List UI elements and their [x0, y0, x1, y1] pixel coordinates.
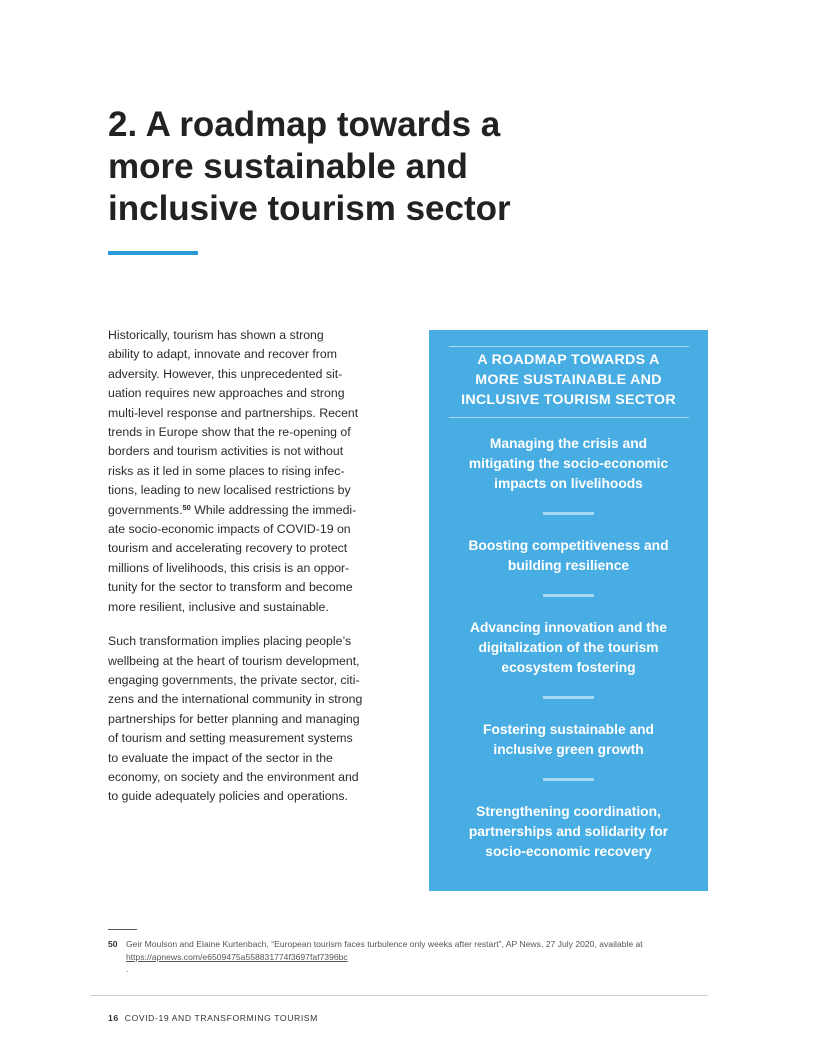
text-line: Such transformation implies placing people’s	[108, 634, 352, 649]
pillar-line: impacts on livelihoods	[494, 476, 643, 491]
text-line: borders and tourism activities is not without	[108, 444, 344, 459]
text-line: of tourism and setting measurement systems	[108, 731, 353, 746]
text-line: economy, on society and the environment and	[108, 769, 359, 784]
box-top-rule	[449, 346, 689, 347]
text-line: tourism and accelerating recovery to protect	[108, 541, 348, 556]
text-line: wellbeing at the heart of tourism development,	[108, 653, 360, 668]
box-heading-line: INCLUSIVE TOURISM SECTOR	[461, 392, 676, 408]
footnote-link[interactable]: https://apnews.com/e6509475a558831774f3697faf7396bc	[126, 951, 348, 962]
text-line: millions of livelihoods, this crisis is an oppor-	[108, 560, 350, 575]
box-heading-rule	[449, 417, 689, 418]
body-paragraph-1	[108, 326, 383, 617]
roadmap-pillar-4	[429, 720, 708, 760]
section-title	[108, 104, 578, 230]
text-line: ability to adapt, innovate and recover from	[108, 347, 337, 362]
text-line: Historically, tourism has shown a strong	[108, 328, 324, 342]
running-title: COVID-19 AND TRANSFORMING TOURISM	[124, 1013, 318, 1023]
roadmap-pillar-5	[429, 802, 708, 862]
pillar-line: digitalization of the tourism	[478, 640, 659, 655]
text-line: ate socio-economic impacts of COVID-19 on	[108, 522, 351, 537]
text-line: zens and the international community in strong	[108, 692, 363, 707]
pillar-divider	[543, 696, 594, 699]
pillar-line: Managing the crisis and	[489, 436, 648, 451]
section-title-line: more sustainable and	[108, 147, 468, 186]
page-footer	[108, 1012, 318, 1024]
pillar-line: Boosting competitiveness and	[468, 538, 669, 553]
footnote-number: 50	[108, 939, 118, 949]
text-line: multi-level response and partnerships. Recent	[108, 405, 359, 420]
text-line	[108, 501, 383, 520]
roadmap-pillar-3	[429, 618, 708, 678]
pillar-divider	[543, 512, 594, 515]
box-heading-line: A ROADMAP TOWARDS A	[477, 352, 660, 368]
pillar-divider	[543, 594, 594, 597]
pillar-line: inclusive green growth	[493, 742, 644, 757]
box-heading-line: MORE SUSTAINABLE AND	[475, 372, 662, 388]
footnote-reference[interactable]: 50	[182, 502, 191, 512]
pillar-line: Strengthening coordination,	[476, 804, 661, 819]
roadmap-box-heading	[429, 350, 708, 410]
section-title-line: inclusive tourism sector	[108, 189, 511, 228]
footnote-rule	[108, 929, 137, 930]
pillar-line: building resilience	[507, 558, 630, 573]
text-line: risks as it led in some places to rising infec-	[108, 463, 345, 478]
pillar-divider	[543, 778, 594, 781]
footnote-line: Geir Moulson and Elaine Kurtenbach, “European tourism faces turbulence only weeks after restart”, AP News, 27 July 2020, available at	[126, 939, 643, 949]
footnote-link-suffix: .	[126, 964, 129, 974]
pillar-line: ecosystem fostering	[501, 660, 636, 675]
text-line: more resilient, inclusive and sustainable.	[108, 599, 329, 614]
roadmap-pillar-2	[429, 536, 708, 576]
text-line: uation requires new approaches and strong	[108, 386, 345, 401]
text-line: trends in Europe show that the re-opening of	[108, 425, 351, 440]
roadmap-pillar-1	[429, 434, 708, 494]
text-line: to evaluate the impact of the sector in the	[108, 750, 333, 765]
roadmap-box	[429, 330, 708, 891]
pillar-line: Advancing innovation and the	[470, 620, 667, 635]
pillar-line: partnerships and solidarity for	[468, 824, 669, 839]
pillar-line: socio-economic recovery	[485, 844, 652, 859]
text-line: adversity. However, this unprecedented sit-	[108, 366, 343, 381]
footnote	[108, 938, 718, 976]
title-accent-rule	[108, 251, 198, 255]
pillar-line: Fostering sustainable and	[483, 722, 654, 737]
body-text-column	[108, 326, 383, 822]
footnote-line	[126, 951, 718, 976]
text-line: tunity for the sector to transform and become	[108, 580, 353, 595]
text-fragment: While addressing the immedi-	[190, 502, 357, 517]
page-footer-rule	[90, 995, 708, 996]
text-line: tions, leading to new localised restrictions by	[108, 483, 351, 498]
page-number: 16	[108, 1013, 119, 1023]
text-fragment: governments.	[108, 502, 183, 517]
footnote-text	[126, 938, 718, 976]
section-title-line: 2. A roadmap towards a	[108, 105, 501, 144]
body-paragraph-2	[108, 632, 383, 807]
text-line: engaging governments, the private sector, citi-	[108, 672, 360, 687]
text-line: to guide adequately policies and operations.	[108, 789, 348, 804]
pillar-line: mitigating the socio-economic	[468, 456, 669, 471]
text-line: partnerships for better planning and managing	[108, 711, 360, 726]
